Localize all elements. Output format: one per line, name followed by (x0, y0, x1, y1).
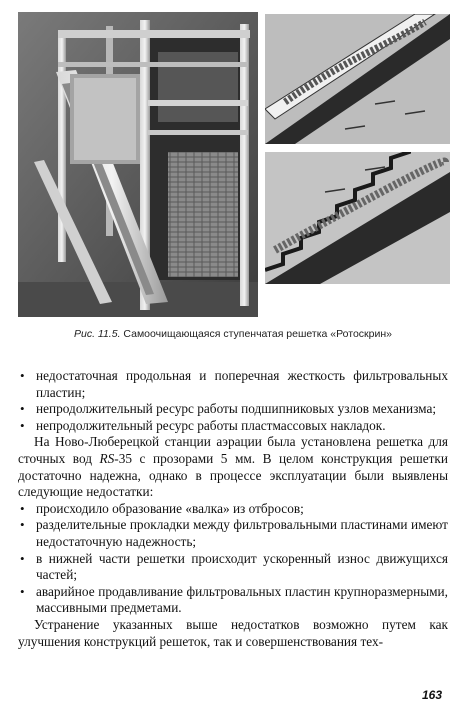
paragraph-text: На Ново-Люберецкой станции аэрации была установлена решетка для сточных вод (18, 434, 448, 466)
list-item: • происходило образование «валка» из отбросов; (18, 501, 448, 518)
list-item: • недостаточная продольная и поперечная жесткость фильтровальных пластин; (18, 368, 448, 401)
detail-diagram-top (265, 14, 450, 144)
figure (18, 12, 450, 317)
figure-number: Рис. 11.5. (73, 328, 121, 340)
model-name: RS (99, 450, 115, 466)
page-number: 163 (421, 688, 442, 702)
figure-caption-text: Самоочищающаяся ступенчатая решетка «Ротоскрин» (123, 328, 392, 340)
bullet-list-2 (18, 501, 448, 617)
paragraph (18, 434, 448, 500)
list-item: • в нижней части решетки происходит ускоренный износ движущихся частей; (18, 551, 448, 584)
paragraph: Устранение указанных выше недостатков возможно путем как улучшения конструкций решеток, так и совершенствования тех- (18, 616, 448, 649)
paragraph-text: -35 с прозорами 5 мм. В целом конструкция решетки достаточно надежна, однако в процессе эксплуатации были выявлены следующие недостатки: (18, 450, 448, 500)
list-item: • непродолжительный ресурс работы пластмассовых накладок. (18, 418, 448, 435)
bullet-list-1 (18, 368, 448, 434)
list-item: • аварийное продавливание фильтровальных пластин крупноразмерными, массивными предметами. (18, 584, 448, 617)
figure-caption (0, 328, 466, 340)
detail-diagram-bottom (265, 152, 450, 284)
screen-photo (18, 12, 258, 317)
body-text (18, 368, 448, 650)
list-item: • разделительные прокладки между фильтровальными пластинами имеют недостаточную надежность; (18, 517, 448, 550)
list-item: • непродолжительный ресурс работы подшипниковых узлов механизма; (18, 401, 448, 418)
